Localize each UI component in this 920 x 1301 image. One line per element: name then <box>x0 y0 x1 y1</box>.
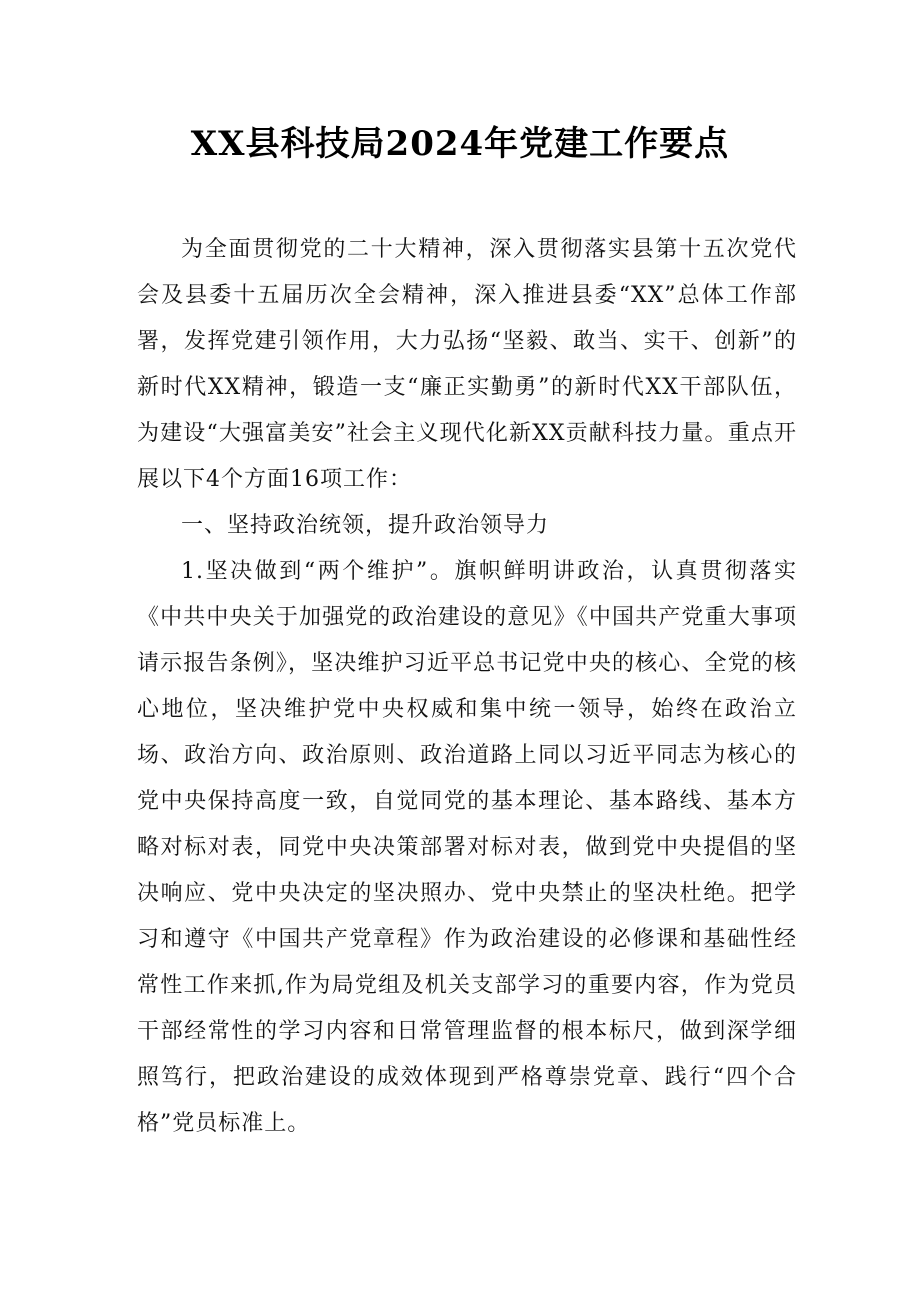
item-paragraph-1: 1.坚决做到“两个维护”。旗帜鲜明讲政治，认真贯彻落实《中共中央关于加强党的政治建设的意见》《中国共产党重大事项请示报告条例》，坚决维护习近平总书记党中央的核心、全党的核心地位，坚决维护党中央权威和集中统一领导，始终在政治立场、政治方向、政治原则、政治道路上同以习近平同志为核心的党中央保持高度一致，自觉同党的基本理论、基本路线、基本方略对标对表，同党中央决策部署对标对表，做到党中央提倡的坚决响应、党中央决定的坚决照办、党中央禁止的坚决杜绝。把学习和遵守《中国共产党章程》作为政治建设的必修课和基础性经常性工作来抓,作为局党组及机关支部学习的重要内容，作为党员干部经常性的学习内容和日常管理监督的根本标尺，做到深学细照笃行，把政治建设的成效体现到严格尊崇党章、践行“四个合格”党员标准上。 <box>137 559 797 1136</box>
section-heading-1: 一、坚持政治统领，提升政治领导力 <box>181 513 550 538</box>
document-title: XX县科技局2024年党建工作要点 <box>190 124 730 164</box>
document-body <box>137 227 797 1147</box>
intro-paragraph: 为全面贯彻党的二十大精神，深入贯彻落实县第十五次党代会及县委十五届历次全会精神，深入推进县委“XX”总体工作部署，发挥党建引领作用，大力弘扬“坚毅、敢当、实干、创新”的新时代XX精神，锻造一支“廉正实勤勇”的新时代XX干部队伍，为建设“大强富美安”社会主义现代化新XX贡献科技力量。重点开展以下4个方面16项工作： <box>137 237 797 492</box>
